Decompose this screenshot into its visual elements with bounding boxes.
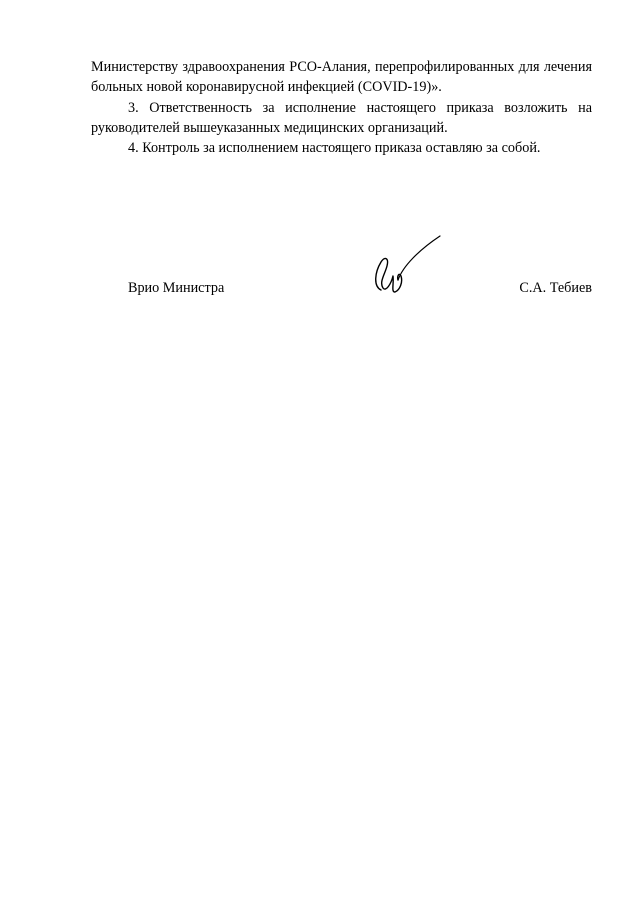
signatory-title: Врио Министра [128, 280, 225, 296]
document-body [91, 57, 592, 158]
paragraph-item-4: 4. Контроль за исполнением настоящего приказа оставляю за собой. [128, 140, 541, 157]
paragraph-continuation: Министерству здравоохранения РСО-Алания, перепрофилированных для лечения больных новой коронавирусной инфекцией (COVID-19)». [91, 59, 592, 96]
signatory-name: С.А. Тебиев [519, 280, 592, 296]
paragraph-item-3: 3. Ответственность за исполнение настоящего приказа возложить на руководителей вышеуказанных медицинских организаций. [91, 99, 592, 136]
signature-block [91, 228, 592, 308]
handwritten-signature-icon [367, 232, 443, 302]
